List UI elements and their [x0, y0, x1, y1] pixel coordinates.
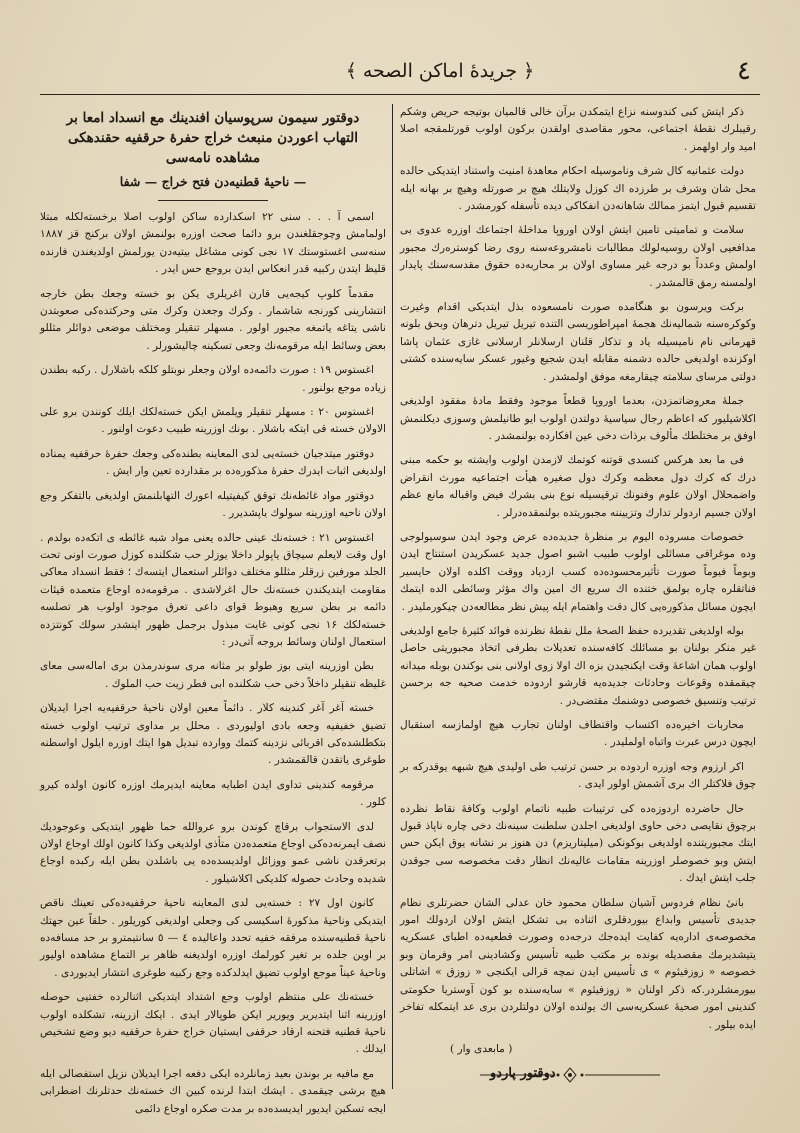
paragraph: دولت عثمانیه كال شرف وناموسیله احكام معاهدهٔ امنیت واستناد ایتدیكی حالده محل شان وشرف بر طرزده اك كوزل ولایتلك هیچ بر صورتله وهیچ بر بهانه ایله تقسیم قبول ایتمز ممالك شاهانه‌دن انفكاكی دیده تأسفله كورمشدر . [400, 165, 756, 213]
paragraph: بركت ویرسون بو هنگامده صورت نامسعوده بذل ایتدیكی اقدام وغیرت وكوكره‌سنه شمالیه‌نك هجمهٔ امپراطوریسی التنده تیریل تیریل دترهان وبحق بلونه قهرمانی نام نامیسیله یاد و تذكار قلنان ارسلانلر ارسلانی غازی عثمان پاشا اوكزنده اولدیغی حالده دشمنه مقابله ایدن شجیع وغیور عسكر سایه‌سنده كشتی دولتی مرسای سلامته چیقارمغه موفق اولمشدر . [400, 301, 756, 383]
author-signature: دوقتور پاردو [490, 1066, 556, 1082]
paragraph: خسته‌نك علی منتظم اولوب وجع اشتداد ایتدیكی اثنالرده خفتیی حوصله اوزرینه اثنا ایتدیریر ویوریر ایكن طوپالار ایدی . ایكك ازرینه، تشكلده اولوب ناحیهٔ قطنیه فتحنه ارقاد حرقفی ایستیان خراج حفرهٔ حرقفیه دیو وضع تشخیص ایدلك . [40, 991, 386, 1056]
page-header [40, 48, 760, 95]
paragraph: جملهٔ معروضاتمزدن، بعدما اوروپا قطعاً موجود وفقط مادهٔ مفقود اولدیغی اكلاشیلیور كه اعاظم رجال سیاسیهٔ دولتدن اولوب ایو طانیلمش وسوزی دیكلنمش اوفق بر مختلطك مألوف برذات دخی عین افكارده بولنمشدر . [400, 395, 756, 442]
paragraph: لدی الاستجواب برقاچ كوندن برو عروالله حما ظهور ایتدیكی وعوجودیك نصف ایمرنه‌ده‌كی اوجاع متعمده‌دن متأذی اولدیغی وكذا كانون اولك اوجاع اولان برتعرقدن ناشی عمو ووزائل اولدیسده‌ده یی باشلدن بطن ایله ركبده اوجاع شدیده وحادث حصوله كلدیكی اكلاشیلور . [40, 820, 386, 885]
title-rule [158, 200, 268, 201]
right-column [400, 104, 756, 1089]
paragraph: اكر ارزوم وجه اوزره اردوده بر حسن ترتیب طی اولیدی هیچ شبهه یوقدركه بر چوق فلاكتلر اك برى آشمش اولور ایدی . [400, 760, 756, 791]
paragraph: بانیٔ نظام فردوس آشیان سلطان محمود خان عدلی الشان حضرتلری نظام جدیدی تأسیس وابداع بیوردقلری اثناده بی تشكل ایتش اولان اردولك امور مخصوصه‌ی اداره‌یه كفایت ایده‌جك درجه‌ده وصورت قطعیه‌ده اطبای عسكریه یتیشدیرمك مقصدیله بونده بر مكتب طبیه تأسیس وكشادینی امر وفرمان وبو خصوصه « زوزفیئوم » ی تأسیس ایدن نمچه قرالی ایكنجی « زوزق » اشاتلی بیورمشلردر.كه ذكر اولنان « زوزفیئوم » سایه‌سنده بو كون آوستریا حكومتی كندینی امور صحیهٔ عسكریه‌سی اك یولنده اولان دولتلردن بری عد ایتمكله تفاخر ایده بیلور . [400, 896, 756, 1031]
paragraph: دوقتور میتدجیان خسته‌یی لدی المعاینه بطنده‌كی وجعك حفرهٔ حرقفیه یمناده اولدیغی اثبات ایدرك حفرهٔ مذكوره‌ده بر مقدارده تعین وار ایش . [40, 447, 386, 478]
paragraph: كانون اول ۲۷ : خسته‌یی لدی المعاینه ناحیهٔ حرقفیه‌ده‌كی تعینك ناقص ایتدیكی وناحیهٔ مذكورهٔ اسكیسی كی وجعلی اولدیغی كوریلور . حلقاً عین جهتك ناحیهٔ قطنیه‌سنده مرفقه خفیه تحدد واعالیده ٤ — ٥ سانتیمترو بر حد مسافه‌ده بر اوین جلده بر تغیر كورلمك اوزره اولدیغنه ظاهر بر التماع مشاهده اولیور وناحیهٔ عیناً موجع اولوب تضیق ایدلدكده وجع ركبیه طوغری انتشار ایدیوردی . [40, 897, 386, 979]
page-number: ٤ [737, 56, 751, 86]
paragraph: خصوصات مسروده الیوم بر منظرهٔ جدیده‌ده عرض وجود ایدن سوسیولوجی وده موغرافی مسائلی اولوب طبیب اشبو اصول جدید عسكریدن استنتاج ایدن وبوماً فیوماً صورت تأثیرمحسوده‌ده كسب ازدیاد ووقت اكلده اولان حایسیر فناتقلره چاره بولمق ختنده اك سریع اك امین واك مؤثر وسائطی الده ایتمك ایچون مسائل مذكوره‌یی كال دقت واهتمام ایله پیش نظر مطالعه‌دن چیكورملیدر . [400, 530, 756, 613]
paragraph: اغستوس ۱۹ : صورت دائمه‌ده اولان وجعلر نوبتلو كلكه باشلارل . ركبه بطندن زیاده موجع بولنور . [40, 364, 386, 394]
continued-note: ( مابعدی وار ) [450, 1042, 513, 1055]
paragraph: ذكر ایتش كبی كندوسنه نزاع ایتمكدن برآن خالی قالمیان بوتیجه حریص وشكم رقیبلرك نقطهٔ اجتماعی، محور مقاصدی اولقدن بركون اولوب قورتلمقجه اصلا امید وار اولهمز . [400, 106, 756, 153]
paragraph: دوقتور مواد غائطه‌نك توقق كیفیتیله اعورك التهابلنمش اولدیغی بالتفكر وجع اولان ناحیه اوزرینه سولوك یاپشدیرر . [40, 489, 386, 520]
paragraph: اغستوس ۲۱ : خسته‌نك عینی حالده یعنی مواد شبه غائطه ‌ی اتكه‌ده بولدم . اول وقت لایعلم سیچاق یاپولر داخلا یوزلر حب شكلنده كوزل صورت اونی تحت الجلد مورفین زرقلر مثللو مختلف دوائلر استعمال ایتسه‌ك ؛ فقط انسداد معاكی مقاومت ایتدیكندن خسته‌نك حال اغرلاشدی . مرقومه‌ده اوجاع متعمده قیئات دائمه بر بطن سریع وهبوط قوای داعی تعرق موجود اولوب هر تصلسه خسته‌لكك ۱۶ نجی كونی غایت مبذول برجمل ظهور اینشدر سولك كونتزده استعمال اولنان وسائط بروجه آتی‌در : [40, 531, 386, 648]
left-column [40, 104, 386, 1115]
article-subtitle: — ناحیهٔ قطنیه‌دن فتح خراج — شفا [119, 174, 307, 189]
paragraph: سلامت و تمامیتی تامین ایتش اولان اوروپا مداخلهٔ اجتماعك اوزره عدوی بی مدافعیی اولان روسیه‌لولك مطالبات نامشروعه‌سنه روی رضا كوستره‌رك مجبور اولمش وعدداً بو درجه غیر مساوی اولان بر محاربه‌ده حقوق مقدسه‌سنك پایدار اولمسنه رمق قالمشدر . [400, 224, 756, 289]
column-divider [392, 104, 393, 1089]
article-title: دوقتور سیمون سرپوسیان افندینك مع انسداد امعا بر التهاب اعوردن منبعث خراج حفرهٔ حرقفیه حقندهكی مشاهده نامه‌سی [66, 110, 360, 166]
paragraph: اسمی آ . . . سنی ۲۲ اسكدارده ساكن اولوب اصلا برخسته‌لكله مبتلا اولمامش وچوجقلغندن برو دائما صحت اوزره بولنمش اولان بركنج قز ۱۸۸۷ سنه‌سی اغستوستك ۱۷ نجی كونی مشاغل بیتیه‌دن یورلمش اولدیغندن فارنده قلیظ ایتدن ركبیه قدر انعكاس ایدن بروجع حس ایدر . [40, 211, 386, 276]
ornament-divider-icon [470, 1065, 670, 1085]
left-column-body [40, 209, 386, 1118]
paragraph: مرقومه كندینی تداوی ایدن اطبایه معاینه ایدیرمك اوزره كانون اولده كیرو كلور . [40, 778, 386, 809]
paragraph: حال حاضرده اردوزه‌ده كی ترتیبات طبیه ناتمام اولوب وكافهٔ نقاط نظرده برچوق نقایصی دخی حاوی اولدیغی اجلدن سلطنت سینه‌نك دخی چاره ناپاذ قبول ایتك مجبوریتنده اولدیغی بوكونكی (میلیتاریزم) دن هنوز بر نشانه یوق ایكن حس ایتش وبو خصوصلر اوزرینه مقامات عالیه‌نك انظار دقت مخصوصه سی جوقدن جلب ایتش ایدك . [400, 802, 756, 885]
paragraph: مقدماً كلوپ كیجه‌یی قارن اغریلری یكن بو خسته وجعك بطن خارجه انتشارینی كورنجه شاشمار . وكرك وجعدن وكرك متی وحركتده‌كی صعوبتدن ناشی یتاغه یاتمغه مجبور اولور . مسهلر تنقیلر ومختلف موضعی دوائلر مثللو بعض وسائط ایله مرقومه‌نك وجعی تسكینه چالیشورلر . [40, 287, 386, 352]
columns [40, 104, 756, 1115]
paragraph: بطن اوزرینه ایتی بوز طولو بر مثانه مرى سوندرمذن بری اماله‌سی معای غلیظه تنقیلر داخلاً دخی حب شكلنده ابی فطر زیت حب الملوك . [40, 660, 386, 690]
journal-title: ﴿ جريدهٔ اماكن الصحه ﴾ [345, 60, 535, 82]
paragraph: بوله اولدیغی تقدیرده حفظ الصحهٔ ملل نقطهٔ نظرنده فوائد كثیرهٔ جامع اولدیغی غیر منكر بولنان بو مسائلك كافه‌سنده تعدیلات بطرفی اتخاذ مجبوریتی حاصل اولوب همان اشاعهٔ وقت ایكنجیدن بزه اك اولا زوی اولانی بنی بوكندن بوبله میدانه چیقمقده وقوعات وحادثات جدیده‌یه قارشو اردوده خدمت صحیه جه برحسن ترتیب وتنسیق خصوصی دوشنمك مقتضی‌در . [400, 624, 756, 707]
right-column-body [400, 104, 756, 1034]
paragraph: اغستوس ۲۰ : مسهلر تنقیلر ویلمش ایكن خسته‌لكك ایلك كونندن برو علی الاولان خسته قی ایتكه باشلار . بونك اوزرینه طبیب دعوت اولنور . [40, 406, 386, 436]
paragraph: محاربات اخیره‌ده اكتساب واقتطاف اولنان تجارب هیچ اولمازسه استقبال ایچون درس عبرت واتباه اولملیدر . [400, 719, 756, 749]
paragraph: فی ما بعد هركس كنسدی قوتنه كوتمك لازمدن اولوب وایشته بو حكمه مبنی درك كه كرك دول معظمه وكرك دول صغیره هیأت اجتماعیه مورث انقراض واضمحلال اولان علوم وفنونك ترقیسیله نوع بنی بشرك فیض واقباله مانع عظم اولان جسیم اردولر تدارك وتزییننه مجبوریتده بولنمقده‌درلر . [400, 454, 756, 519]
paragraph: مع مافیه بر بوندن بعید زمانلرده ایكی دفعه اجرا ایدیلان نزیل استفصالی ایله هیچ برشی چیقمدی . ایشك ابتدا لرنده كبین اك خسته‌نك حدتلرنك اضطرابی ایجه تسكین ایدیور ایدیسده‌ده بر مدت صكره اوجاع دائمی [40, 1067, 386, 1115]
paragraph: خسته آغر آغر كندینه كلار . دائماً معین اولان ناحیهٔ حرقفیه‌یه اجرا ایدیلان تضیق خفیفیه وجعه بادی اولیوردی . محلل بر مداوی ترتیب اولوب خسته بتكطلشده‌كی اقربائی نزدینه كتمك ووارده تبدیل هوا ایتك اوزره ایلول اواسطنه طوغری یاتقدن قالقمشدر . [40, 702, 386, 767]
